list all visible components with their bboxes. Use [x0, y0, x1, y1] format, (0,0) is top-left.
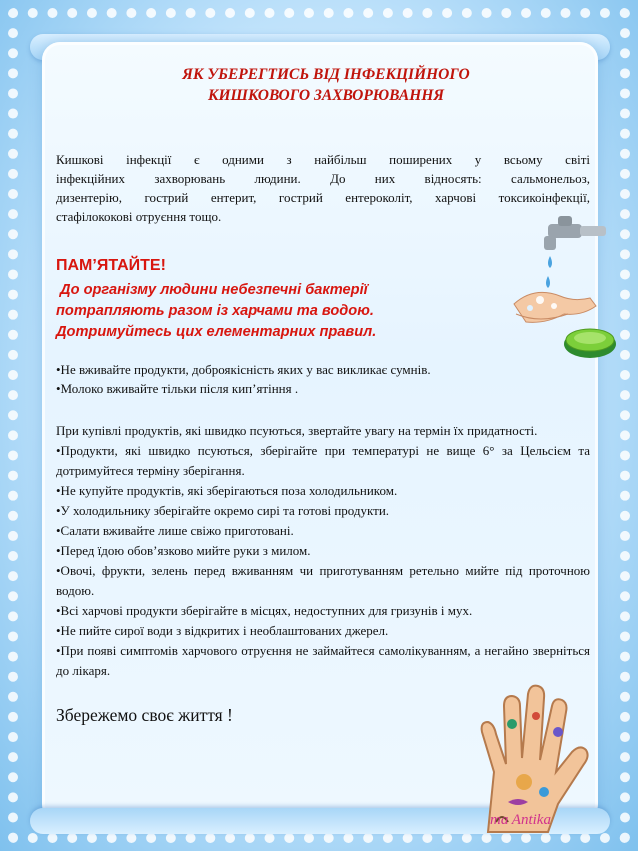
intro-line-4: стафілококові отруєння тощо.	[56, 209, 222, 224]
hand-washing-icon	[510, 216, 620, 366]
list-item: •Не пийте сирої води з відкритих і необлаштованих джерел.	[56, 623, 389, 638]
intro-line-3: дизентерію, гострий ентерит, гострий ентероколіт, харчові токсикоінфекції,	[56, 190, 590, 205]
artist-signature: ma Antika	[490, 812, 551, 828]
main-rules-list	[56, 421, 590, 681]
remember-heading: ПАМ’ЯТАЙТЕ!	[56, 257, 166, 274]
closing-slogan: Збережемо своє життя !	[56, 705, 233, 725]
list-item: •Всі харчові продукти зберігайте в місцях, недоступних для гризунів і мух.	[56, 603, 473, 618]
warning-line-2: потрапляють разом із харчами та водою.	[56, 303, 374, 319]
list-item: •Молоко вживайте тільки після кип’ятіння .	[56, 381, 299, 396]
warning-text	[56, 280, 496, 343]
list-item: •Перед їдою обов’язково мийте руки з милом.	[56, 543, 311, 558]
list-item: •У холодильнику зберігайте окремо сирі та готові продукти.	[56, 503, 390, 518]
intro-line-1: Кишкові інфекції є одними з найбільш поширених у всьому світі	[56, 152, 590, 167]
list-item: •Продукти, які швидко псуються, зберігайте при температурі не вище 6° за Цельсієм та дотримуйтеся терміну зберігання.	[56, 443, 590, 478]
title-line-1: ЯК УБЕРЕГТИСЬ ВІД ІНФЕКЦІЙНОГО	[182, 66, 470, 83]
list-item: •Не вживайте продукти, доброякісність яких у вас викликає сумнів.	[56, 362, 431, 377]
list-item: •Салати вживайте лише свіжо приготовані.	[56, 523, 294, 538]
list-item: При купівлі продуктів, які швидко псуються, звертайте увагу на термін їх придатності.	[56, 423, 538, 438]
list-item: •Овочі, фрукти, зелень перед вживанням чи приготуванням ретельно мийте під проточною водою.	[56, 563, 590, 598]
intro-line-2: інфекційних захворювань людини. До них відносять: сальмонельоз,	[56, 171, 590, 186]
title-line-2: КИШКОВОГО ЗАХВОРЮВАННЯ	[207, 87, 445, 104]
warning-line-1: До організму людини небезпечні бактерії	[56, 282, 368, 298]
list-item: •Не купуйте продуктів, які зберігаються поза холодильником.	[56, 483, 398, 498]
warning-line-3: Дотримуйтесь цих елементарних правил.	[56, 324, 377, 340]
page-title	[96, 64, 556, 106]
list-item: •При появі симптомів харчового отруєння не займайтеся самолікуванням, а негайно зверніться до лікаря.	[56, 643, 590, 678]
intro-paragraph	[56, 150, 590, 226]
